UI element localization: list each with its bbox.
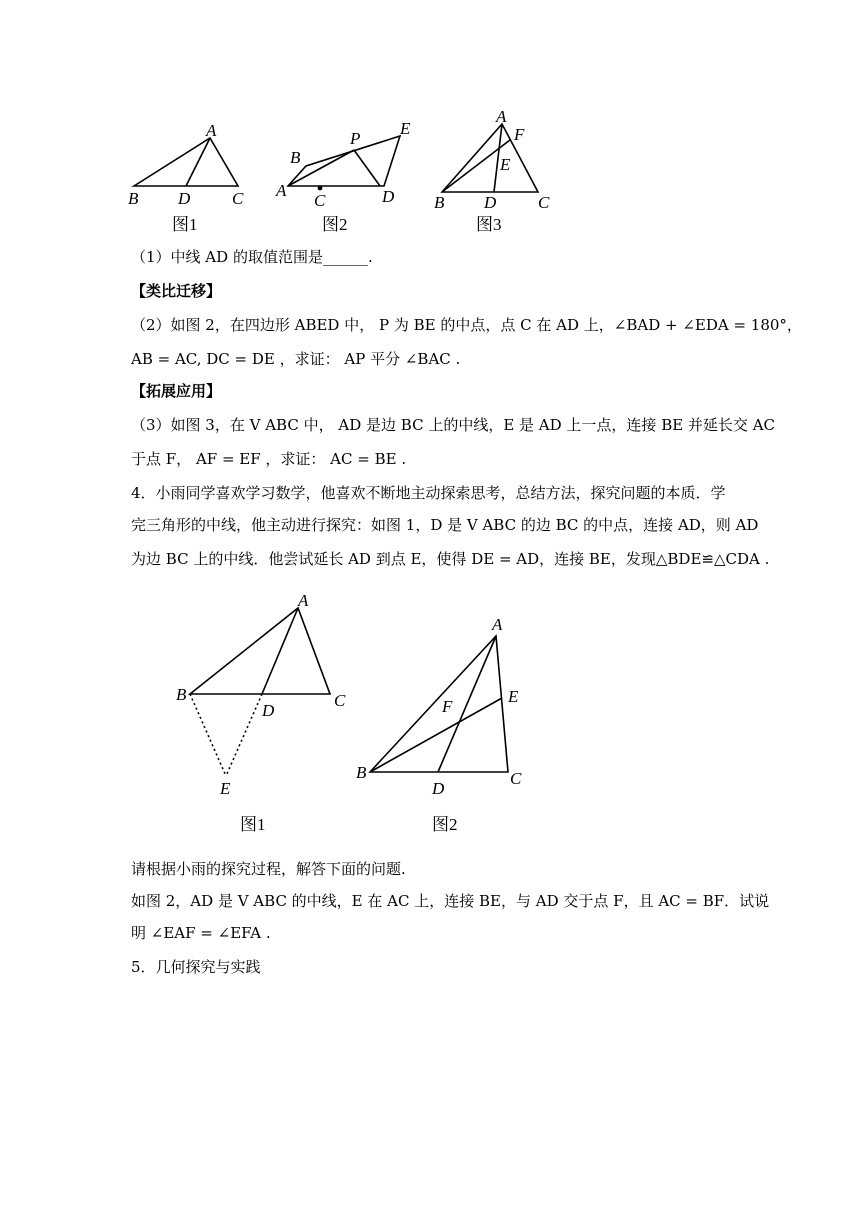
label-c: C bbox=[510, 769, 522, 788]
label-b: B bbox=[434, 193, 445, 212]
label-d: D bbox=[484, 193, 497, 212]
mid-figure-1 bbox=[170, 588, 360, 838]
label-a: A bbox=[276, 181, 287, 200]
problem-4-line-1: 4．小雨同学喜欢学习数学，他喜欢不断地主动探索思考，总结方法，探究问题的本质．学 bbox=[131, 484, 726, 502]
question-3-line-2: 于点 F， AF = EF ，求证： AC = BE . bbox=[131, 450, 407, 468]
label-e: E bbox=[220, 779, 231, 798]
label-e: E bbox=[400, 119, 411, 138]
caption: 图3 bbox=[476, 215, 502, 234]
caption: 图2 bbox=[432, 815, 458, 834]
label-c: C bbox=[232, 189, 244, 208]
problem-5: 5．几何探究与实践 bbox=[131, 958, 261, 976]
problem-4-line-5: 如图 2，AD 是 V ABC 的中线，E 在 AC 上，连接 BE，与 AD 交于点 F，且 AC = BF．试说 bbox=[131, 892, 770, 910]
label-b: B bbox=[128, 189, 139, 208]
mid-figure-2 bbox=[350, 612, 540, 838]
label-f: F bbox=[514, 125, 525, 144]
dotted-be bbox=[190, 694, 226, 776]
top-figure-2 bbox=[270, 112, 430, 237]
caption: 图1 bbox=[240, 815, 266, 834]
caption: 图2 bbox=[322, 215, 348, 234]
label-e: E bbox=[508, 687, 519, 706]
point-c bbox=[318, 186, 323, 191]
problem-4-line-4: 请根据小雨的探究过程，解答下面的问题. bbox=[131, 860, 406, 878]
label-a: A bbox=[206, 121, 217, 140]
label-a: A bbox=[496, 107, 507, 126]
quadrilateral-abed bbox=[288, 136, 400, 186]
question-1: （1）中线 AD 的取值范围是______. bbox=[131, 248, 373, 266]
triangle-abc bbox=[190, 608, 330, 694]
label-b: B bbox=[290, 148, 301, 167]
problem-4-line-3: 为边 BC 上的中线．他尝试延长 AD 到点 E，使得 DE = AD，连接 BE，发现△BDE≌△CDA . bbox=[131, 550, 770, 568]
label-a: A bbox=[492, 615, 503, 634]
problem-4-line-6: 明 ∠EAF = ∠EFA . bbox=[131, 924, 271, 942]
label-d: D bbox=[262, 701, 275, 720]
label-f: F bbox=[442, 697, 453, 716]
label-d: D bbox=[382, 187, 395, 206]
label-b: B bbox=[356, 763, 367, 782]
top-figure-3 bbox=[430, 108, 560, 238]
label-d: D bbox=[432, 779, 445, 798]
top-figure-1 bbox=[120, 118, 260, 238]
label-c: C bbox=[314, 191, 326, 210]
question-2-line-2: AB = AC, DC = DE ，求证： AP 平分 ∠BAC . bbox=[131, 350, 461, 368]
question-3-line-1: （3）如图 3，在 V ABC 中， AD 是边 BC 上的中线，E 是 AD 上一点，连接 BE 并延长交 AC bbox=[131, 416, 776, 434]
median-ad bbox=[262, 608, 298, 694]
label-d: D bbox=[178, 189, 191, 208]
caption: 图1 bbox=[172, 215, 198, 234]
segment-be bbox=[370, 698, 502, 772]
label-b: B bbox=[176, 685, 187, 704]
label-c: C bbox=[538, 193, 550, 212]
label-e: E bbox=[500, 155, 511, 174]
triangle-abc bbox=[134, 138, 238, 186]
segment-pd bbox=[354, 150, 380, 186]
label-a: A bbox=[298, 591, 309, 610]
heading-analogy: 【类比迁移】 bbox=[131, 282, 222, 300]
dotted-de bbox=[226, 694, 262, 776]
label-p: P bbox=[350, 129, 361, 148]
label-c: C bbox=[334, 691, 346, 710]
problem-4-line-2: 完三角形的中线，他主动进行探究：如图 1，D 是 V ABC 的边 BC 的中点，连接 AD，则 AD bbox=[131, 516, 759, 534]
heading-extend: 【拓展应用】 bbox=[131, 382, 222, 400]
question-2-line-1: （2）如图 2，在四边形 ABED 中， P 为 BE 的中点，点 C 在 AD 上，∠BAD + ∠EDA = 180°， bbox=[131, 316, 802, 334]
